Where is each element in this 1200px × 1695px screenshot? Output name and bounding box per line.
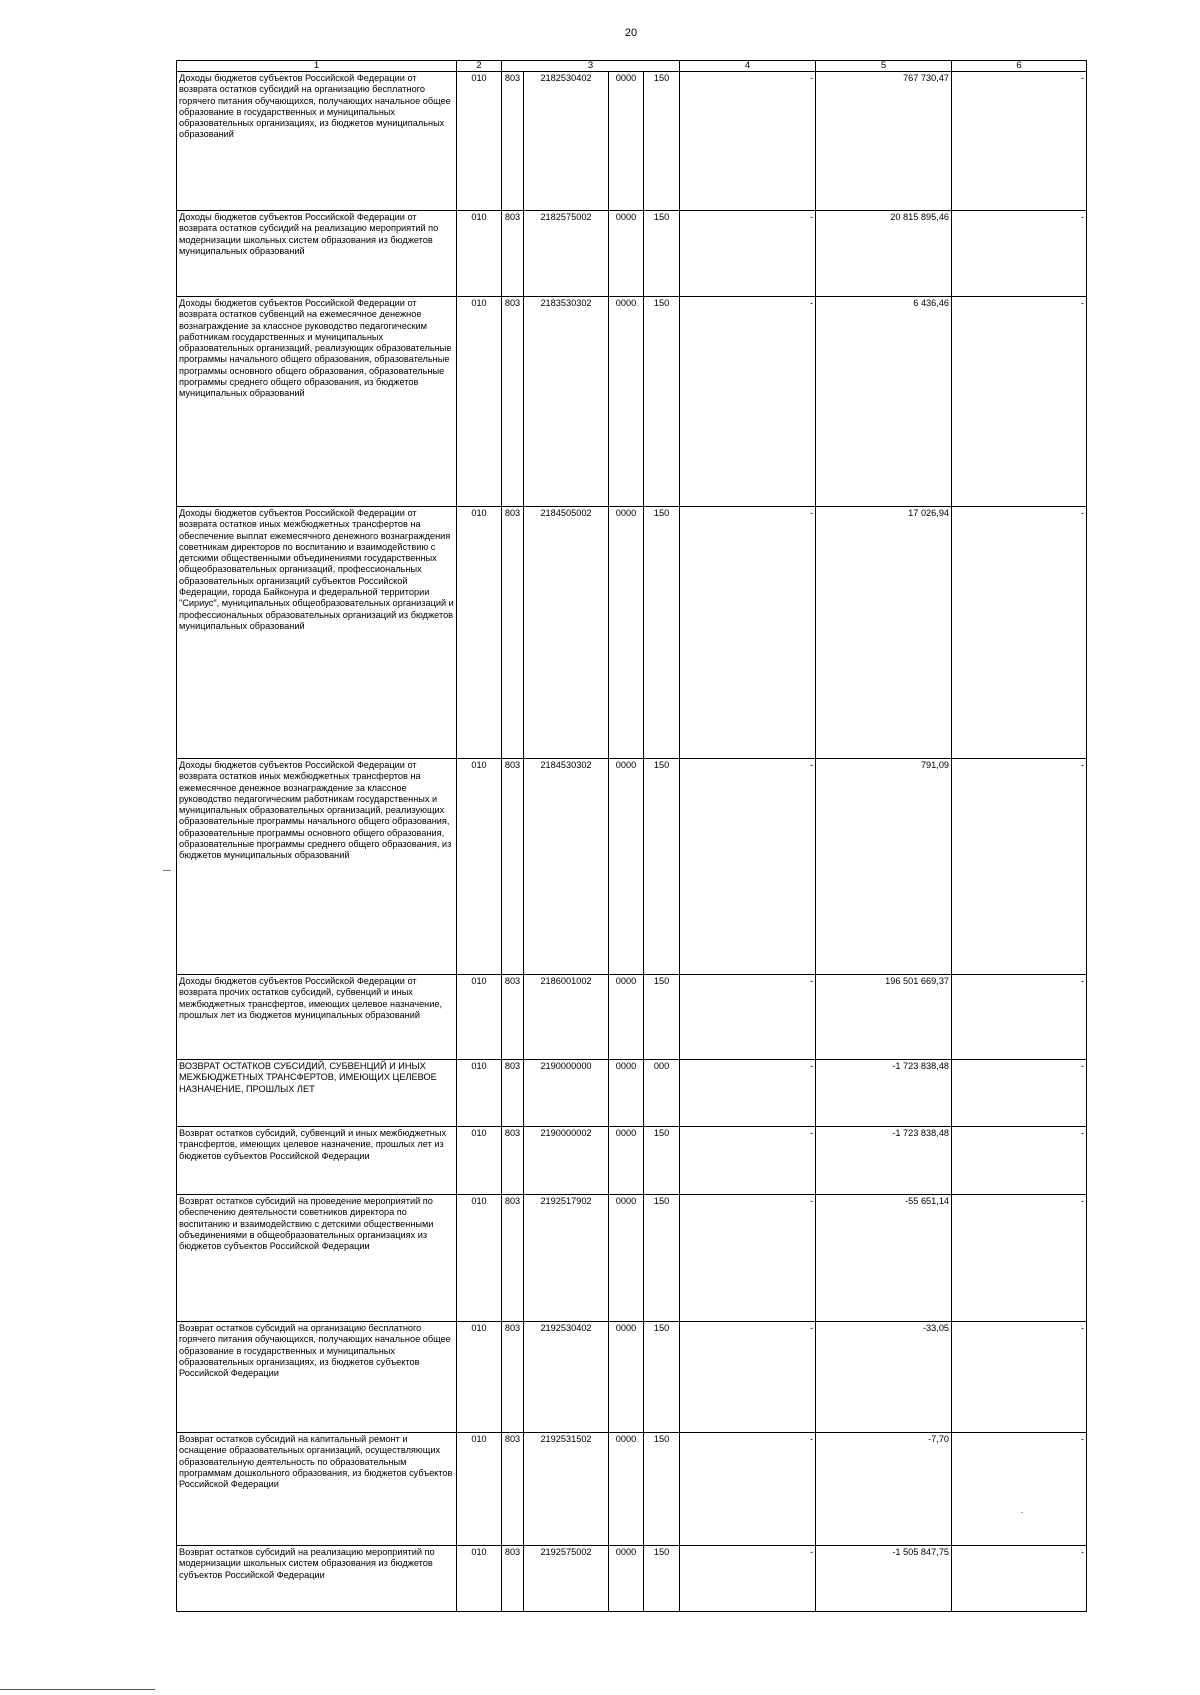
table-cell-col-6: -: [952, 975, 1087, 1060]
table-cell-col-5: 17 026,94: [816, 507, 952, 759]
table-cell-code-4: 0000: [609, 1433, 644, 1546]
table-cell-col-5: -1 723 838,48: [816, 1060, 952, 1127]
table-cell-col-5: 767 730,47: [816, 72, 952, 211]
table-cell-code-3: 2184505002: [524, 507, 609, 759]
table-cell-col-6: -: [952, 1433, 1087, 1546]
table-row: [177, 759, 1087, 975]
table-cell-code-3: 2190000000: [524, 1060, 609, 1127]
table-cell-code-2: 803: [502, 1195, 524, 1322]
table-cell-code-2: 803: [502, 975, 524, 1060]
table-cell-code-3: 2192575002: [524, 1546, 609, 1612]
table-cell-col-6: -: [952, 72, 1087, 211]
table-cell-code-4: 0000: [609, 507, 644, 759]
table-row: [177, 1127, 1087, 1195]
table-cell-col-5: -55 651,14: [816, 1195, 952, 1322]
table-cell-code-2: 803: [502, 507, 524, 759]
table-cell-code-1: 010: [457, 507, 502, 759]
table-cell-col-4: -: [680, 297, 816, 507]
table-cell-col-6: -: [952, 297, 1087, 507]
table-cell-code-1: 010: [457, 1195, 502, 1322]
table-cell-code-5: 150: [644, 72, 680, 211]
table-cell-code-3: 2192517902: [524, 1195, 609, 1322]
table-cell-code-2: 803: [502, 297, 524, 507]
table-cell-col-6: -: [952, 759, 1087, 975]
table-row: [177, 72, 1087, 211]
table-cell-col-4: -: [680, 1546, 816, 1612]
table-row: [177, 1195, 1087, 1322]
table-row: [177, 1433, 1087, 1546]
table-cell-code-1: 010: [457, 1060, 502, 1127]
table-row: [177, 1546, 1087, 1612]
table-row: [177, 1322, 1087, 1433]
table-cell-col-6: -: [952, 1322, 1087, 1433]
table-cell-name: Доходы бюджетов субъектов Российской Федерации от возврата прочих остатков субсидий, субвенций и иных межбюджетных трансфертов, имеющих целевое назначение, прошлых лет из бюджетов муниципальных образований: [177, 975, 457, 1060]
table-cell-code-5: 150: [644, 211, 680, 297]
header-col-2: 2: [457, 61, 502, 72]
table-cell-col-5: 6 436,46: [816, 297, 952, 507]
table-cell-code-3: 2183530302: [524, 297, 609, 507]
scan-margin-mark: [163, 870, 171, 871]
table-cell-col-4: -: [680, 1433, 816, 1546]
table-cell-code-1: 010: [457, 72, 502, 211]
table-cell-code-5: 150: [644, 1195, 680, 1322]
table-cell-code-4: 0000: [609, 297, 644, 507]
scan-speck: [1021, 1512, 1023, 1513]
header-col-1: 1: [177, 61, 457, 72]
table-cell-col-5: 20 815 895,46: [816, 211, 952, 297]
table-cell-name: Возврат остатков субсидий на реализацию мероприятий по модернизации школьных систем образования из бюджетов субъектов Российской Федерации: [177, 1546, 457, 1612]
table-cell-code-2: 803: [502, 72, 524, 211]
table-cell-col-5: -7,70: [816, 1433, 952, 1546]
table-cell-code-1: 010: [457, 1322, 502, 1433]
table-cell-col-4: -: [680, 1127, 816, 1195]
table-row: [177, 507, 1087, 759]
header-col-4: 4: [680, 61, 816, 72]
budget-table: [176, 60, 1087, 1612]
table-cell-name: Доходы бюджетов субъектов Российской Федерации от возврата остатков субвенций на ежемесячное денежное вознаграждение за классное руководство педагогическим работникам государственных и муниципальных образовательных организаций, реализующих образовательные программы начального общего образования, образовательные программы основного общего образования, образовательные программы среднего общего образования, из бюджетов муниципальных образований: [177, 297, 457, 507]
table-cell-code-1: 010: [457, 1433, 502, 1546]
table-cell-code-1: 010: [457, 759, 502, 975]
table-cell-code-5: 150: [644, 1433, 680, 1546]
table-cell-code-5: 150: [644, 1127, 680, 1195]
table-cell-col-4: -: [680, 1322, 816, 1433]
table-cell-col-6: -: [952, 507, 1087, 759]
table-cell-name: Доходы бюджетов субъектов Российской Федерации от возврата остатков субсидий на реализацию мероприятий по модернизации школьных систем образования из бюджетов муниципальных образований: [177, 211, 457, 297]
table-cell-code-4: 0000: [609, 1546, 644, 1612]
table-cell-col-6: -: [952, 211, 1087, 297]
table-cell-name: ВОЗВРАТ ОСТАТКОВ СУБСИДИЙ, СУБВЕНЦИЙ И ИНЫХ МЕЖБЮДЖЕТНЫХ ТРАНСФЕРТОВ, ИМЕЮЩИХ ЦЕЛЕВОЕ НАЗНАЧЕНИЕ, ПРОШЛЫХ ЛЕТ: [177, 1060, 457, 1127]
table-row: [177, 1060, 1087, 1127]
table-cell-code-4: 0000: [609, 1060, 644, 1127]
table-cell-code-4: 0000: [609, 1322, 644, 1433]
table-cell-code-4: 0000: [609, 975, 644, 1060]
table-cell-col-6: -: [952, 1127, 1087, 1195]
table-cell-col-4: -: [680, 1195, 816, 1322]
table-cell-code-2: 803: [502, 1060, 524, 1127]
table-cell-col-6: -: [952, 1546, 1087, 1612]
table-cell-code-3: 2192531502: [524, 1433, 609, 1546]
table-cell-code-5: 000: [644, 1060, 680, 1127]
table-cell-code-2: 803: [502, 1433, 524, 1546]
header-col-6: 6: [952, 61, 1087, 72]
table-cell-name: Доходы бюджетов субъектов Российской Федерации от возврата остатков субсидий на организацию бесплатного горячего питания обучающихся, получающих начальное общее образование в государственных и муниципальных образовательных организациях, из бюджетов муниципальных образований: [177, 72, 457, 211]
table-cell-col-5: -1 505 847,75: [816, 1546, 952, 1612]
table-cell-code-5: 150: [644, 507, 680, 759]
page-number: 20: [624, 27, 638, 39]
table-cell-code-3: 2192530402: [524, 1322, 609, 1433]
table-cell-col-4: -: [680, 211, 816, 297]
table-cell-code-3: 2182530402: [524, 72, 609, 211]
table-cell-col-5: -33,05: [816, 1322, 952, 1433]
table-cell-code-3: 2186001002: [524, 975, 609, 1060]
table-cell-col-5: 196 501 669,37: [816, 975, 952, 1060]
table-cell-code-1: 010: [457, 1127, 502, 1195]
table-cell-name: Доходы бюджетов субъектов Российской Федерации от возврата остатков иных межбюджетных трансфертов на обеспечение выплат ежемесячного денежного вознаграждения советникам директоров по воспитанию и взаимодействию с детскими общественными объединениями государственных общеобразовательных организаций, профессиональных образовательных организаций субъектов Российской Федерации, города Байконура и федеральной территории "Сириус", муниципальных общеобразовательных организаций и профессиональных образовательных организаций из бюджетов муниципальных образований: [177, 507, 457, 759]
table-cell-code-5: 150: [644, 1546, 680, 1612]
table-cell-col-4: -: [680, 1060, 816, 1127]
table-cell-code-5: 150: [644, 759, 680, 975]
table-cell-code-1: 010: [457, 211, 502, 297]
scan-edge-line: [0, 1689, 155, 1690]
header-row: [177, 61, 1087, 72]
table-cell-col-4: -: [680, 975, 816, 1060]
table-cell-code-3: 2184530302: [524, 759, 609, 975]
table-cell-name: Возврат остатков субсидий, субвенций и иных межбюджетных трансфертов, имеющих целевое назначение, прошлых лет из бюджетов субъектов Российской Федерации: [177, 1127, 457, 1195]
table-row: [177, 975, 1087, 1060]
table-cell-code-4: 0000: [609, 759, 644, 975]
table-cell-code-4: 0000: [609, 211, 644, 297]
table-cell-code-2: 803: [502, 759, 524, 975]
table-cell-name: Возврат остатков субсидий на капитальный ремонт и оснащение образовательных организаций, осуществляющих образовательную деятельность по образовательным программам дошкольного образования, из бюджетов субъектов Российской Федерации: [177, 1433, 457, 1546]
table-cell-name: Возврат остатков субсидий на проведение мероприятий по обеспечению деятельности советников директора по воспитанию и взаимодействию с детскими общественными объединениями в общеобразовательных организациях из бюджетов субъектов Российской Федерации: [177, 1195, 457, 1322]
table-cell-code-3: 2190000002: [524, 1127, 609, 1195]
header-col-5: 5: [816, 61, 952, 72]
table-cell-col-4: -: [680, 759, 816, 975]
table-cell-code-2: 803: [502, 1322, 524, 1433]
table-cell-name: Доходы бюджетов субъектов Российской Федерации от возврата остатков иных межбюджетных трансфертов на ежемесячное денежное вознаграждение за классное руководство педагогическим работникам государственных и муниципальных образовательных организаций, реализующих образовательные программы начального общего образования, образовательные программы основного общего образования, образовательные программы среднего общего образования, из бюджетов муниципальных образований: [177, 759, 457, 975]
table-cell-code-4: 0000: [609, 1195, 644, 1322]
table-cell-code-1: 010: [457, 297, 502, 507]
table-cell-col-4: -: [680, 507, 816, 759]
table-cell-code-3: 2182575002: [524, 211, 609, 297]
table-row: [177, 211, 1087, 297]
table-cell-code-1: 010: [457, 975, 502, 1060]
table-cell-code-4: 0000: [609, 1127, 644, 1195]
table-cell-code-5: 150: [644, 1322, 680, 1433]
table-row: [177, 297, 1087, 507]
table-cell-code-2: 803: [502, 1127, 524, 1195]
table-cell-col-5: 791,09: [816, 759, 952, 975]
table-cell-col-6: -: [952, 1060, 1087, 1127]
table-cell-code-5: 150: [644, 975, 680, 1060]
table-cell-name: Возврат остатков субсидий на организацию бесплатного горячего питания обучающихся, получающих начальное общее образование в государственных и муниципальных образовательных организациях, из бюджетов субъектов Российской Федерации: [177, 1322, 457, 1433]
table-cell-col-4: -: [680, 72, 816, 211]
table-cell-code-1: 010: [457, 1546, 502, 1612]
table-cell-code-2: 803: [502, 1546, 524, 1612]
table-cell-col-6: -: [952, 1195, 1087, 1322]
header-col-3: 3: [502, 61, 680, 72]
table-cell-code-2: 803: [502, 211, 524, 297]
table-cell-code-4: 0000: [609, 72, 644, 211]
table-cell-code-5: 150: [644, 297, 680, 507]
table-cell-col-5: -1 723 838,48: [816, 1127, 952, 1195]
